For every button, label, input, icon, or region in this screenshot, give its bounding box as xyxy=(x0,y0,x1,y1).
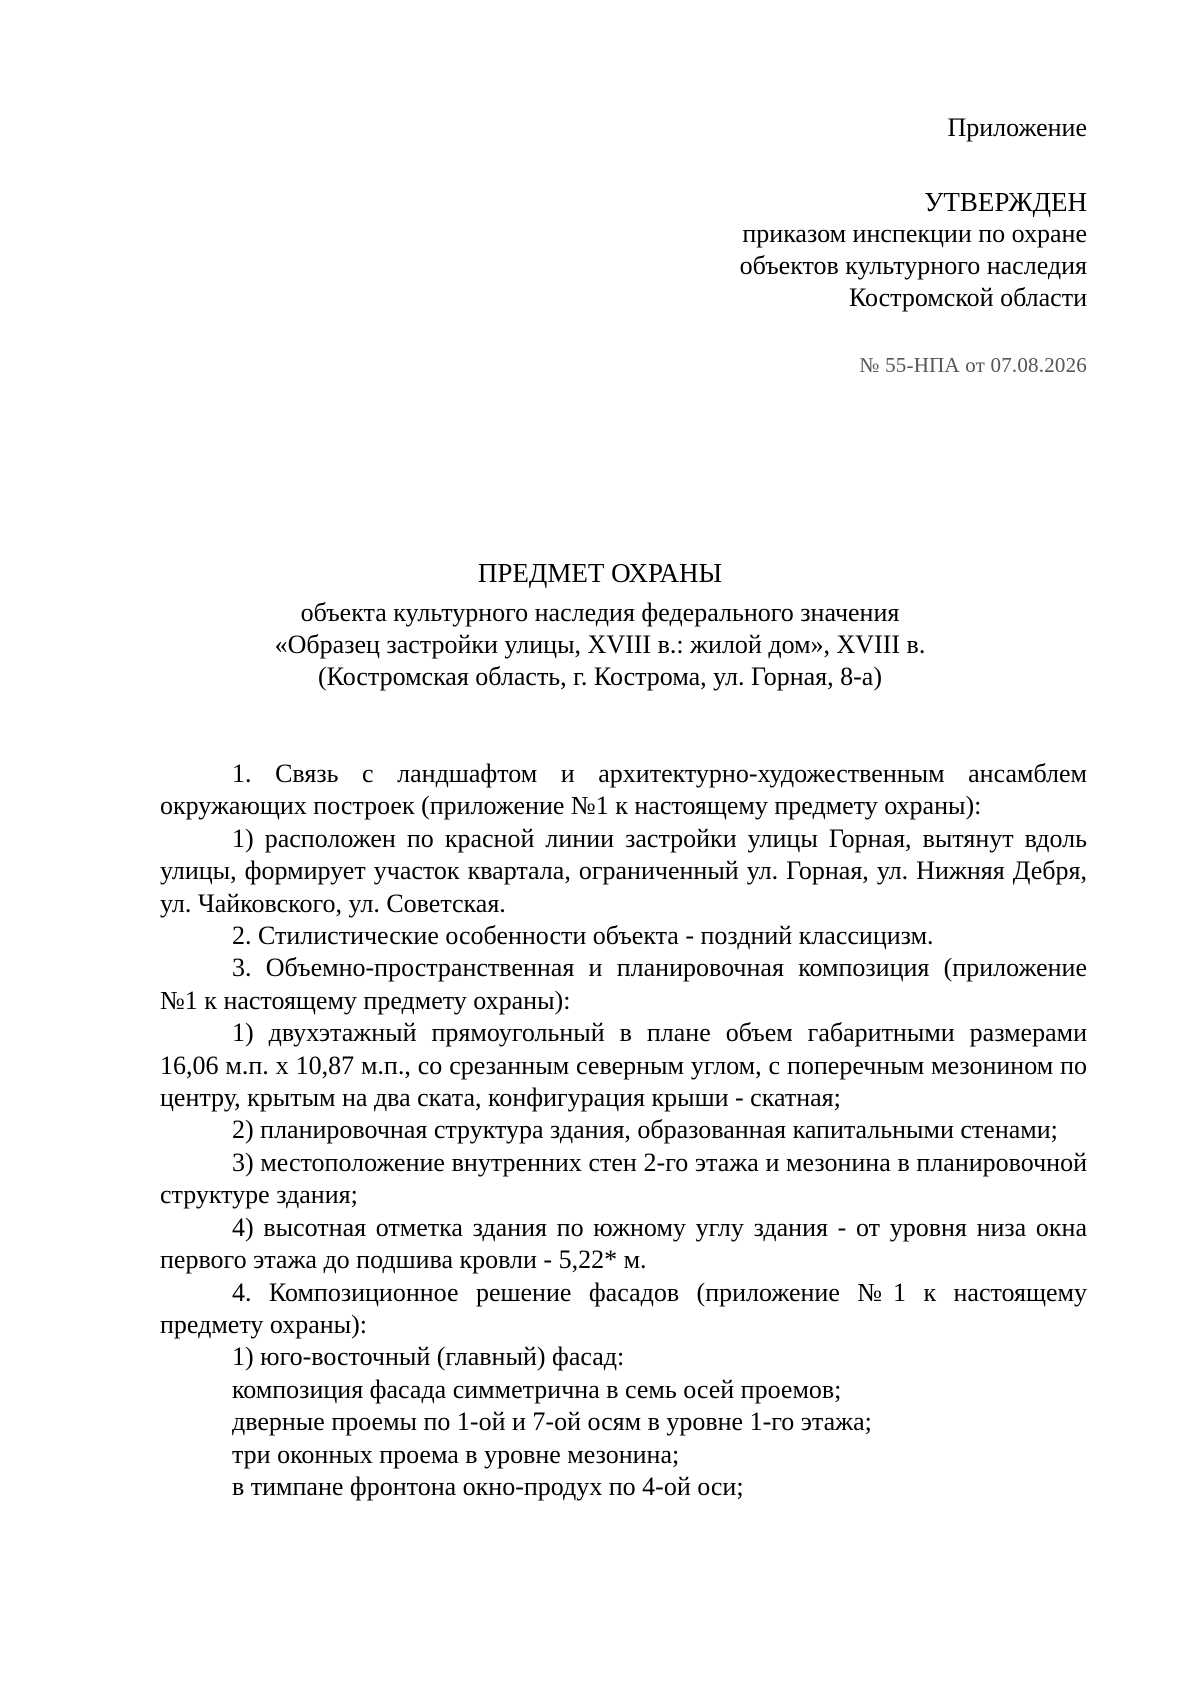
paragraph: 2. Стилистические особенности объекта - поздний классицизм. xyxy=(232,921,934,951)
paragraph: 1) расположен по красной линии застройки улицы Горная, вытянут вдоль улицы, формирует участок квартала, ограниченный ул. Горная, ул. Нижняя Дебря, ул. Чайковского, ул. Советская. xyxy=(160,823,1087,918)
paragraph: 2) планировочная структура здания, образованная капитальными стенами; xyxy=(232,1115,1058,1145)
paragraph: дверные проемы по 1-ой и 7-ой осям в уровне 1-го этажа; xyxy=(232,1407,872,1437)
approved-line: приказом инспекции по охране xyxy=(742,219,1087,248)
order-reference: № 55-НПА от 07.08.2026 xyxy=(859,353,1087,377)
paragraph: 3. Объемно-пространственная и планировочная композиция (приложение №1 к настоящему предмету охраны): xyxy=(160,953,1087,1015)
approved-line: Костромской области xyxy=(848,283,1087,312)
document-title: ПРЕДМЕТ ОХРАНЫ xyxy=(477,558,723,588)
paragraph: 3) местоположение внутренних стен 2-го этажа и мезонина в планировочной структуре здания; xyxy=(160,1147,1087,1210)
approved-title: УТВЕРЖДЕН xyxy=(924,187,1087,217)
paragraph: композиция фасада симметрична в семь осей проемов; xyxy=(232,1374,842,1404)
title-line: объекта культурного наследия федерального значения xyxy=(300,598,900,627)
approved-line: объектов культурного наследия xyxy=(739,251,1087,280)
paragraph: 4. Композиционное решение фасадов (приложение №1 к настоящему предмету охраны): xyxy=(160,1277,1087,1339)
document-title-block xyxy=(113,557,1087,693)
title-line: (Костромская область, г. Кострома, ул. Горная, 8-а) xyxy=(318,662,882,691)
paragraph: 1) двухэтажный прямоугольный в плане объем габаритными размерами 16,06 м.п. х 10,87 м.п., со срезанным северным углом, с поперечным мезонином по центру, крытым на два ската, конфигурация крыши - скатная; xyxy=(160,1018,1087,1113)
paragraph: 1. Связь с ландшафтом и архитектурно-художественным ансамблем окружающих построек (приложение №1 к настоящему предмету охраны): xyxy=(160,759,1087,821)
annex-label: Приложение xyxy=(947,113,1087,142)
document-body xyxy=(160,758,1087,1503)
paragraph: в тимпане фронтона окно-продух по 4-ой оси; xyxy=(232,1471,744,1501)
approval-stamp-block xyxy=(740,186,1087,314)
paragraph: 1) юго-восточный (главный) фасад: xyxy=(232,1342,625,1372)
title-line: «Образец застройки улицы, XVIII в.: жилой дом», XVIII в. xyxy=(274,630,926,659)
paragraph: три оконных проема в уровне мезонина; xyxy=(232,1439,680,1469)
paragraph: 4) высотная отметка здания по южному углу здания - от уровня низа окна первого этажа до подшива кровли - 5,22* м. xyxy=(160,1212,1087,1275)
